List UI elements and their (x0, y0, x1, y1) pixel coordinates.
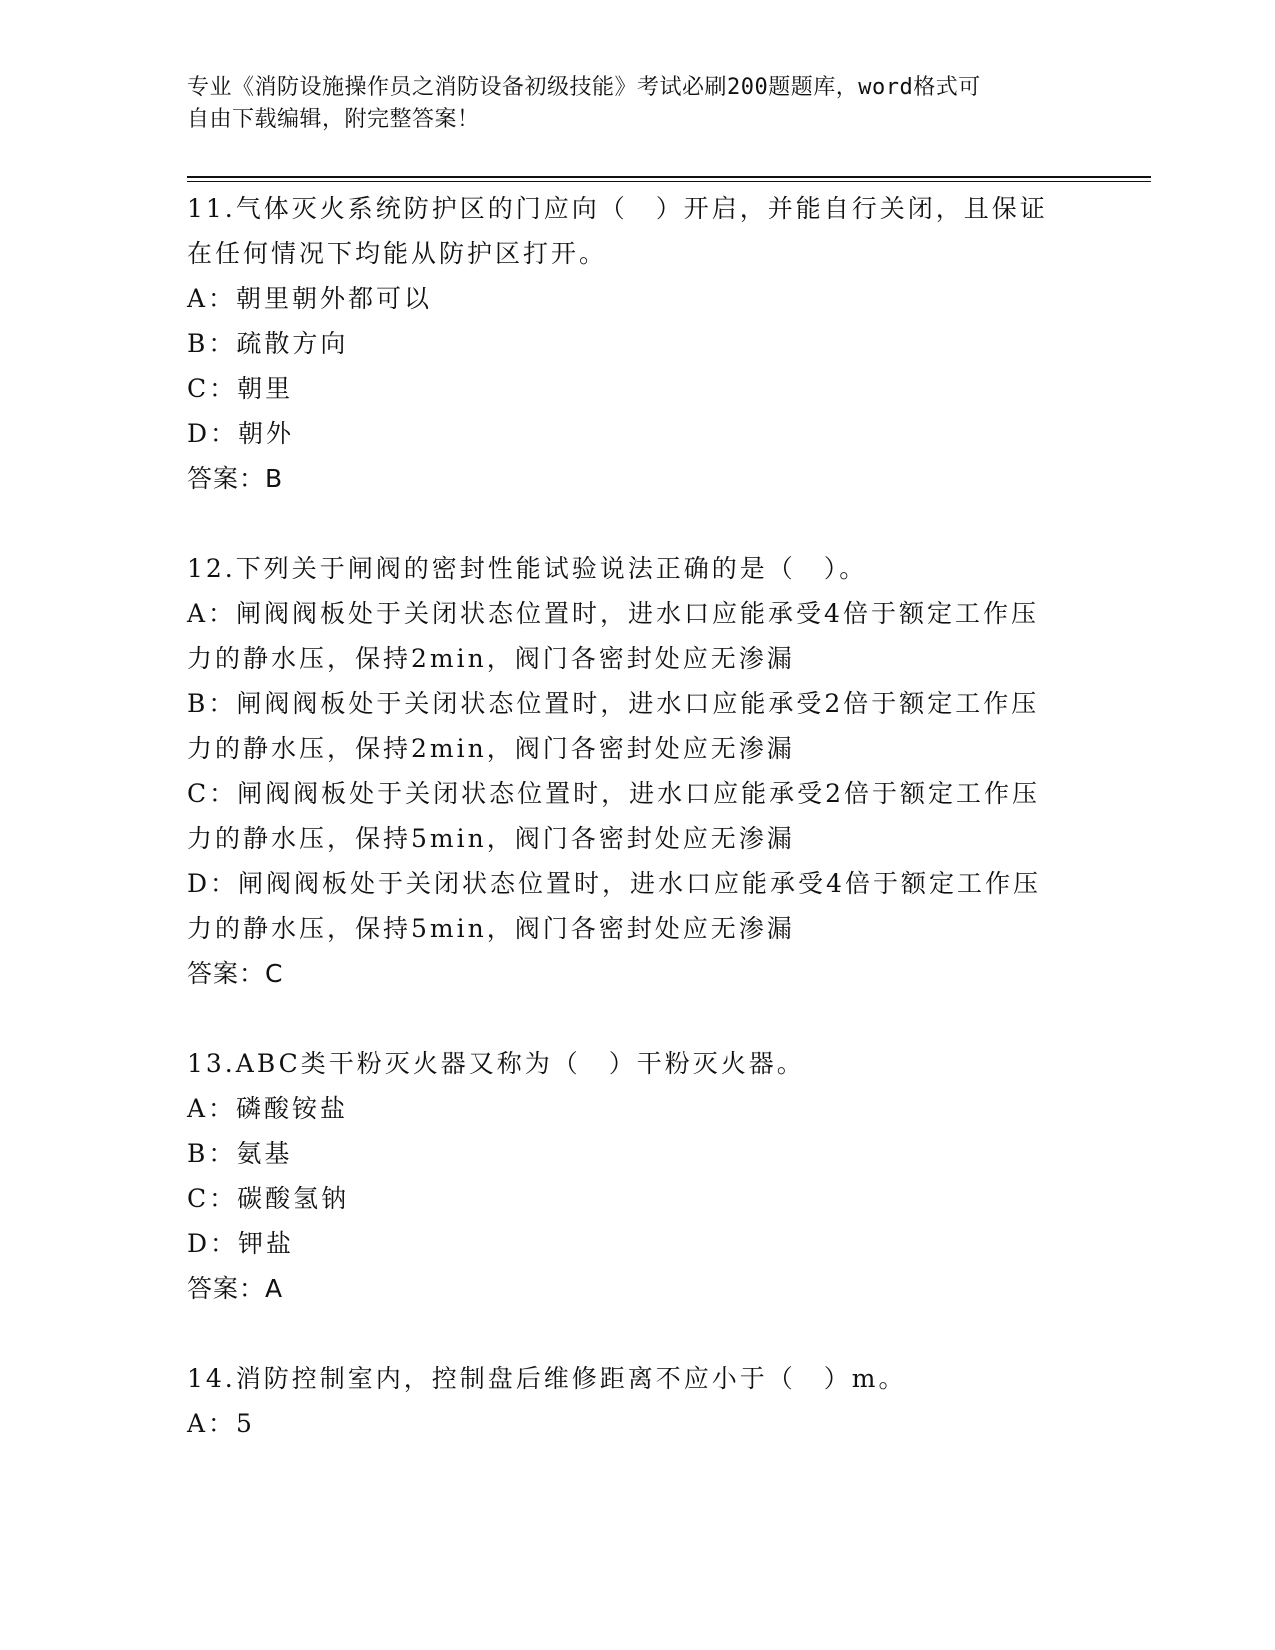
option-b: B：疏散方向 (187, 329, 349, 358)
option-d: D：钾盐 (187, 1229, 295, 1258)
option-a-continued: 力的静水压，保持2min，阀门各密封处应无渗漏 (187, 644, 795, 673)
option-b: B：闸阀阀板处于关闭状态位置时，进水口应能承受2倍于额定工作压 (187, 689, 1040, 718)
answer-label: 答案：A (187, 1274, 284, 1303)
question-stem: 13.ABC类干粉灭火器又称为（ ）干粉灭火器。 (187, 1049, 805, 1078)
answer-label: 答案：C (187, 959, 284, 988)
question-11 (187, 186, 1087, 501)
question-13 (187, 1041, 1087, 1311)
option-a: A：磷酸铵盐 (187, 1094, 349, 1123)
question-12 (187, 546, 1087, 996)
header-line-1: 专业《消防设施操作员之消防设备初级技能》考试必刷200题题库，word格式可 (187, 75, 981, 100)
header-divider-thin (187, 181, 1151, 182)
option-c: C：朝里 (187, 374, 294, 403)
question-stem: 14.消防控制室内，控制盘后维修距离不应小于（ ）m。 (187, 1364, 907, 1393)
answer-label: 答案：B (187, 464, 284, 493)
question-stem: 12.下列关于闸阀的密封性能试验说法正确的是（ ）。 (187, 554, 868, 583)
option-c-continued: 力的静水压，保持5min，阀门各密封处应无渗漏 (187, 824, 795, 853)
option-c: C：闸阀阀板处于关闭状态位置时，进水口应能承受2倍于额定工作压 (187, 779, 1041, 808)
document-header (187, 72, 1067, 136)
header-divider (187, 176, 1151, 178)
option-c: C：碳酸氢钠 (187, 1184, 350, 1213)
header-line-2: 自由下载编辑，附完整答案！ (187, 107, 480, 132)
question-14 (187, 1356, 1087, 1446)
question-stem: 11.气体灭火系统防护区的门应向（ ）开启，并能自行关闭，且保证 (187, 194, 1048, 223)
option-a: A：5 (187, 1409, 255, 1438)
question-stem: 在任何情况下均能从防护区打开。 (187, 239, 608, 268)
question-list (187, 186, 1087, 1491)
option-d: D：朝外 (187, 419, 295, 448)
option-d: D：闸阀阀板处于关闭状态位置时，进水口应能承受4倍于额定工作压 (187, 869, 1041, 898)
option-b-continued: 力的静水压，保持2min，阀门各密封处应无渗漏 (187, 734, 795, 763)
option-a: A：朝里朝外都可以 (187, 284, 433, 313)
option-a: A：闸阀阀板处于关闭状态位置时，进水口应能承受4倍于额定工作压 (187, 599, 1039, 628)
option-b: B：氨基 (187, 1139, 293, 1168)
option-d-continued: 力的静水压，保持5min，阀门各密封处应无渗漏 (187, 914, 795, 943)
